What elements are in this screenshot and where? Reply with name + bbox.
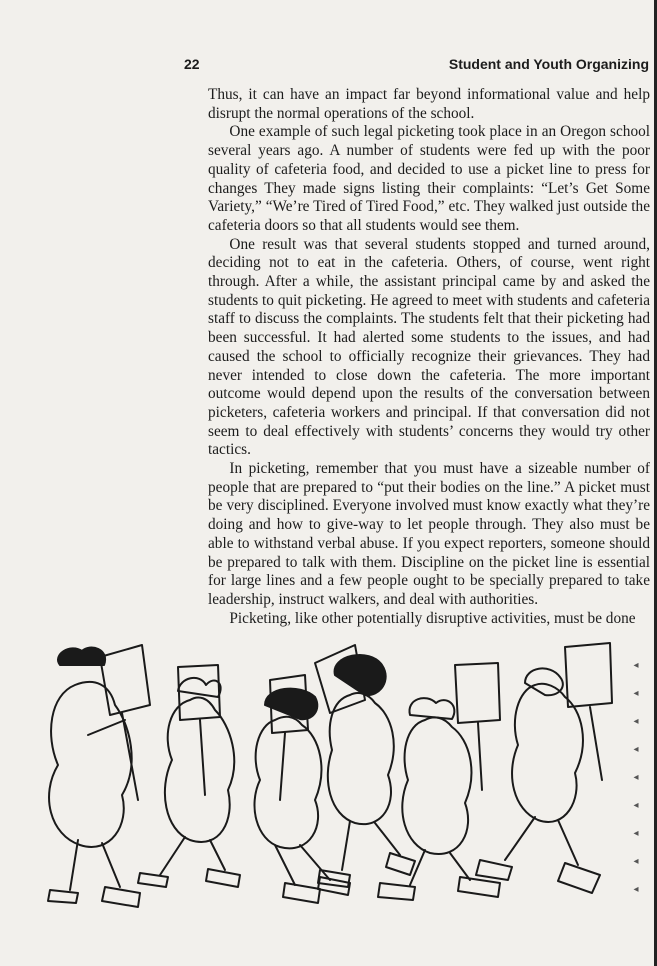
paragraph-5: Picketing, like other potentially disruptive activities, must be done	[229, 609, 636, 627]
margin-mark: ◂	[633, 688, 639, 699]
paragraph-1: Thus, it can have an impact far beyond informational value and help disrupt the normal operations of the school.	[208, 86, 650, 122]
paragraph-2: One example of such legal picketing took place in an Oregon school several years ago. A number of students were fed up with the poor quality of cafeteria food, and decided to use a picket line to press for changes They made signs listing their complaints: “Let’s Get Some Variety,” “We’re Tired of Tired Food,” etc. They walked just outside the cafeteria doors so that all students would see them.	[208, 123, 650, 234]
peanut-figure	[254, 675, 350, 903]
margin-mark: ◂	[633, 800, 639, 811]
paragraph-3: One result was that several students stopped and turned around, deciding not to eat in the cafeteria. Others, of course, went right through. After a while, the assistant principal came by and asked the students to quit picketing. He agreed to meet with students and cafeteria staff to discuss the complaints. The students felt that their picketing had been successful. It had alerted some students to the issues, and had caused the school to officially recognize their grievances. They had never intended to close down the cafeteria. The more important outcome would depend upon the results of the conversation between picketers, cafeteria workers and principal. If that conversation did not seem to deal effectively with students’ concerns they would try other tactics.	[208, 235, 650, 459]
margin-mark: ◂	[633, 660, 639, 671]
peanut-figure	[378, 663, 500, 900]
body-text	[208, 86, 650, 628]
margin-mark: ◂	[633, 828, 639, 839]
peanut-figure	[315, 645, 415, 887]
page-header	[0, 52, 657, 74]
margin-mark: ◂	[633, 884, 639, 895]
margin-mark: ◂	[633, 856, 639, 867]
page-number: 22	[184, 56, 200, 72]
peanut-figure	[476, 643, 612, 893]
peanut-figure	[138, 665, 240, 887]
running-title: Student and Youth Organizing	[448, 56, 649, 72]
paragraph-4: In picketing, remember that you must have a sizeable number of people that are prepared to “put their bodies on the line.” A picket must be very disciplined. Everyone involved must know exactly what they’re doing and how to give-way to let people through. They also must be able to withstand verbal abuse. If you expect reporters, someone should be prepared to talk with them. Discipline on the picket line is essential for large lines and a few people ought to be specially prepared to take leadership, instruct walkers, and deal with authorities.	[208, 460, 650, 608]
margin-mark: ◂	[633, 772, 639, 783]
picketing-peanuts-illustration	[30, 625, 630, 925]
peanut-figure	[48, 645, 150, 907]
margin-mark: ◂	[633, 716, 639, 727]
margin-mark: ◂	[633, 744, 639, 755]
